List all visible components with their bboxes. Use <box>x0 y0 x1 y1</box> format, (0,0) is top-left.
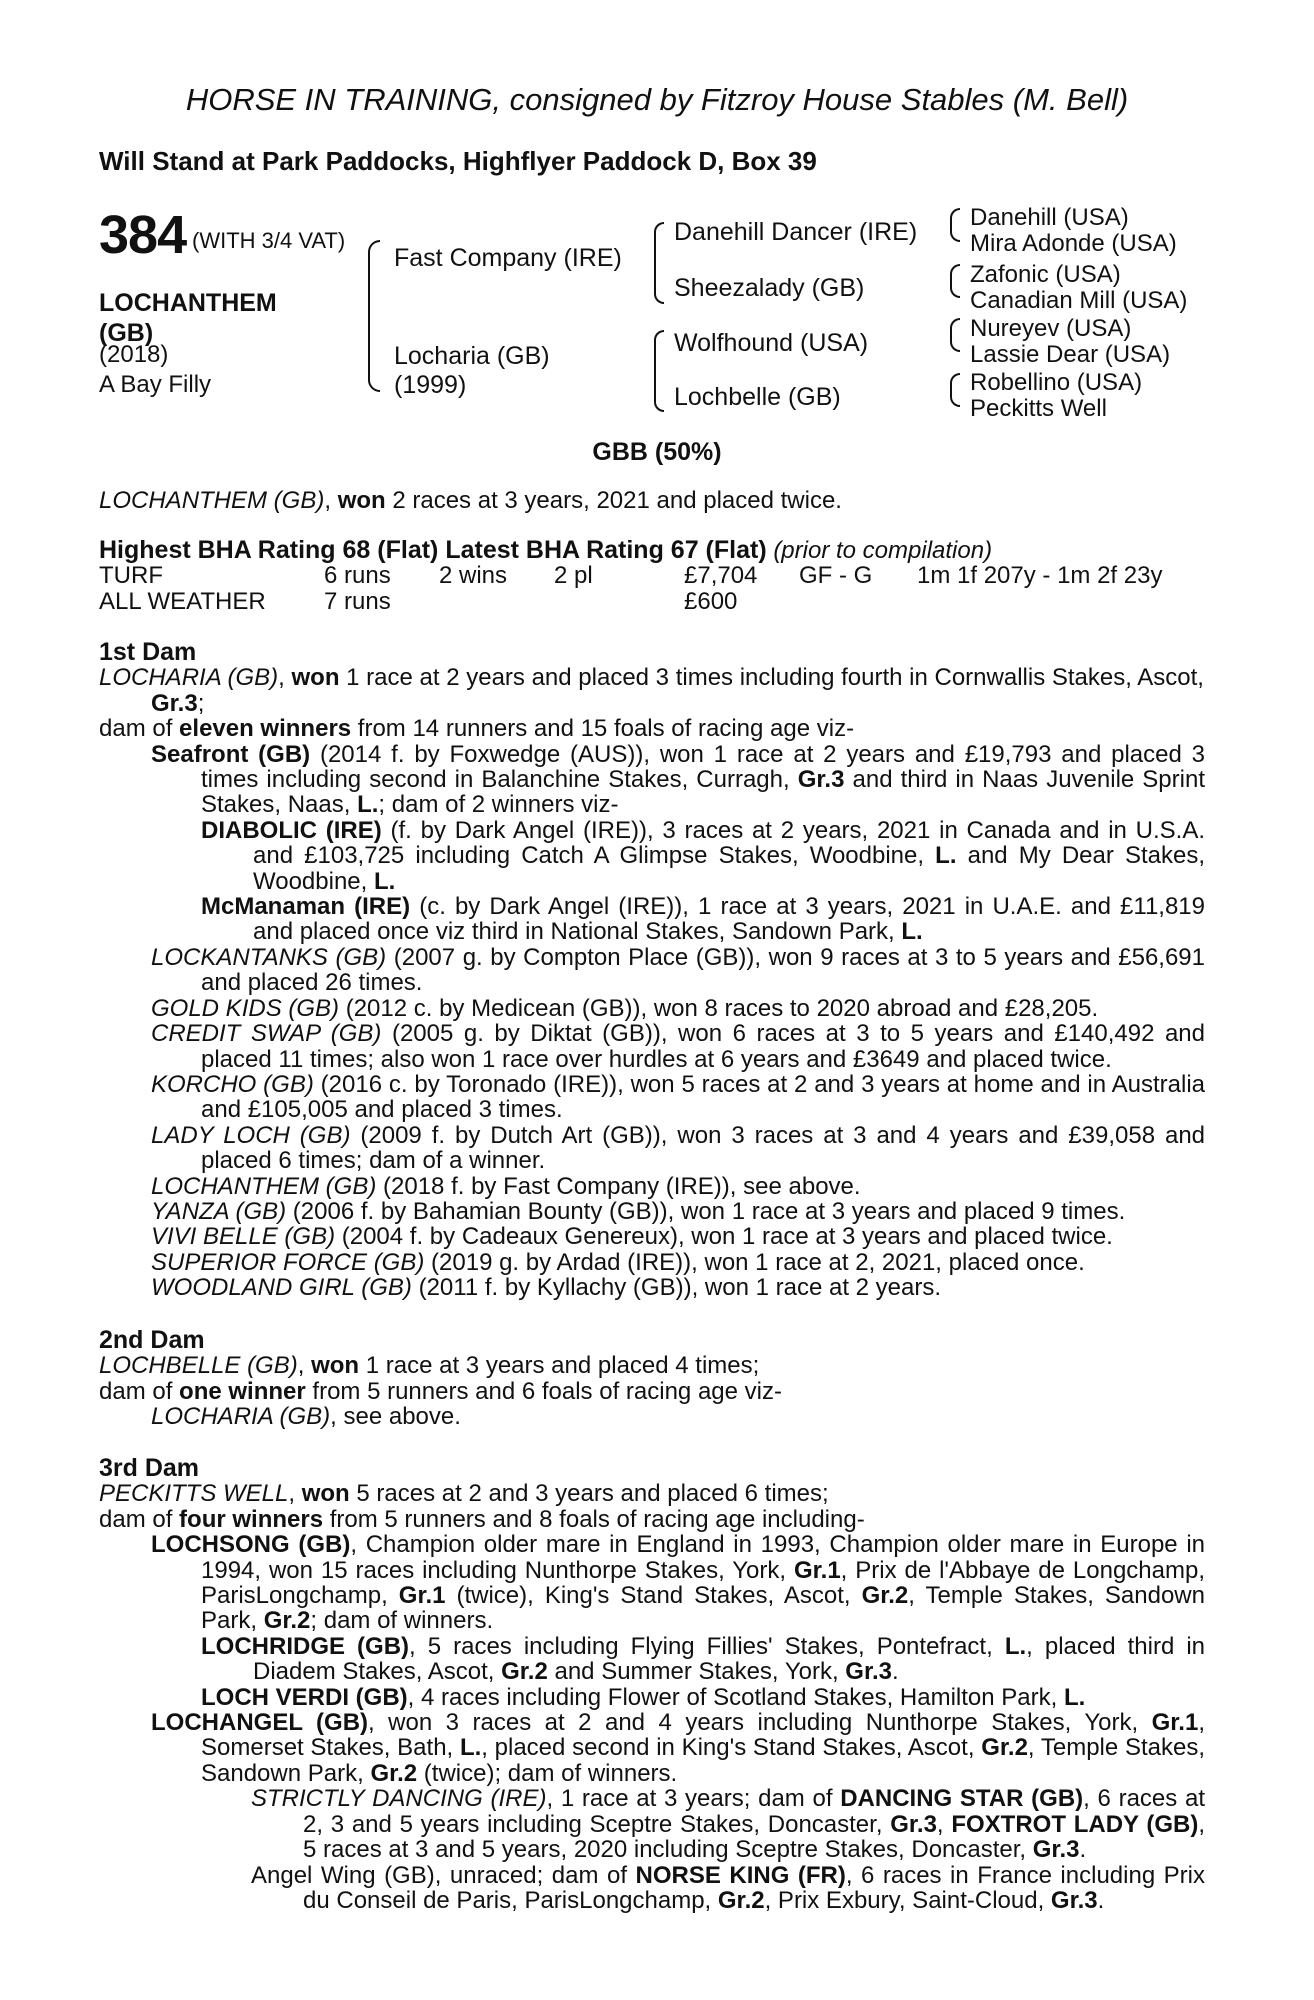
pedigree-dam: Locharia (GB) <box>394 342 550 370</box>
grade: Gr.3 <box>797 766 845 794</box>
text: (2004 f. by Cadeaux Genereux), won 1 race at 3 years and placed twice. <box>335 1223 1113 1251</box>
grade: Gr.2 <box>370 1759 418 1787</box>
produce-entry <box>99 1710 1205 1786</box>
text: Angel Wing (GB), unraced; dam of <box>251 1861 636 1889</box>
text: . <box>892 1658 899 1686</box>
pedigree-sire: Fast Company (IRE) <box>394 244 622 272</box>
text: , 5 races including Flying Fillies' Stakes, Pontefract, <box>409 1632 1005 1660</box>
grade: Gr.2 <box>861 1582 909 1610</box>
grade: L. <box>935 842 957 870</box>
text: ; dam of 2 winners viz- <box>378 791 619 819</box>
produce-entry <box>99 996 1205 1021</box>
pedigree-ss-dam: Mira Adonde (USA) <box>970 230 1177 257</box>
third-dam-line: PECKITTS WELL, won 5 races at 2 and 3 years and placed 6 times; <box>99 1480 829 1508</box>
ratings-heading: Highest BHA Rating 68 (Flat) Latest BHA Rating 67 (Flat) <box>99 536 767 564</box>
produce-entry <box>99 1786 1205 1862</box>
pedigree-brace-3b <box>950 264 960 298</box>
text: (2018 f. by Fast Company (IRE)), see above. <box>376 1172 861 1200</box>
horse-name: DANCING STAR (GB) <box>840 1785 1084 1813</box>
horse-name: DIABOLIC (IRE) <box>201 816 382 844</box>
won-label: won <box>291 664 340 692</box>
horse-info <box>99 340 211 400</box>
ratings-cell: TURF <box>99 562 163 590</box>
grade: Gr.1 <box>1151 1709 1199 1737</box>
text: , see above. <box>330 1403 461 1431</box>
grade: Gr.1 <box>398 1582 446 1610</box>
grade: Gr.1 <box>793 1556 841 1584</box>
second-dam-section <box>99 1328 1205 1430</box>
ratings-aw-row <box>99 589 1205 614</box>
ratings-cell: 2 wins <box>439 562 508 590</box>
ratings-cell: £600 <box>684 587 738 615</box>
text: dam of <box>99 1377 180 1405</box>
grade: L. <box>901 918 923 946</box>
produce-entry <box>99 1174 1205 1199</box>
grade: Gr.2 <box>501 1658 548 1686</box>
text: (2009 f. by Dutch Art (GB)), won 3 races at 3 and 4 years and £39,058 and placed 6 times; dam of a winner. <box>201 1121 1206 1175</box>
lot-number: 384 <box>99 205 187 265</box>
pedigree-sire-dam: Sheezalady (GB) <box>674 274 865 302</box>
dam-name: LOCHARIA (GB) <box>99 664 279 692</box>
grade: Gr.3 <box>151 689 198 717</box>
horse-name: LOCHSONG (GB) <box>151 1531 351 1559</box>
text: ; dam of winners. <box>310 1607 494 1635</box>
produce-entry <box>99 1123 1205 1174</box>
text: (2006 f. by Bahamian Bounty (GB)), won 1 race at 3 years and placed 9 times. <box>286 1197 1126 1225</box>
ratings-cell: 6 runs <box>324 562 391 590</box>
text: , won 3 races at 2 and 4 years including Nunthorpe Stakes, York, <box>368 1709 1152 1737</box>
grade: Gr.2 <box>263 1607 311 1635</box>
grade: L. <box>459 1734 482 1762</box>
text: (2019 g. by Ardad (IRE)), won 1 race at 2, 2021, placed once. <box>424 1248 1085 1276</box>
pedigree-dam-dam: Lochbelle (GB) <box>674 383 841 411</box>
third-dam-section <box>99 1456 1205 1913</box>
produce-entry <box>99 945 1205 996</box>
ratings-cell: 1m 1f 207y - 1m 2f 23y <box>917 562 1163 590</box>
horse-name-line2: (GB) <box>99 319 154 347</box>
produce-entry <box>99 818 1205 894</box>
produce-entry <box>99 742 1205 818</box>
text: 1 race at 3 years and placed 4 times; <box>359 1352 760 1380</box>
ratings-note: (prior to compilation) <box>773 537 993 564</box>
text: from 5 runners and 6 foals of racing age viz- <box>305 1377 782 1405</box>
pedigree-brace-sire <box>654 222 664 304</box>
first-dam-produce-line <box>99 716 1205 741</box>
grade: L. <box>373 867 396 895</box>
text: and Summer Stakes, York, <box>547 1658 846 1686</box>
text: , 1 race at 3 years; dam of <box>546 1785 841 1813</box>
horse-year: (2018) <box>99 341 169 368</box>
text: (twice), King's Stand Stakes, Ascot, <box>445 1582 862 1610</box>
produce-entry <box>99 1199 1205 1224</box>
pedigree-brace-gen1 <box>368 240 380 392</box>
grade: Gr.3 <box>845 1658 892 1686</box>
text: (f. by Dark Angel (IRE)), 3 races at 2 years, 2021 in Canada and in U.S.A. and £103,725 including Catch A Glimpse Stakes, Woodbine, <box>253 816 1205 870</box>
horse-name: LOCHRIDGE (GB) <box>201 1632 410 1660</box>
text: , 4 races including Flower of Scotland Stakes, Hamilton Park, <box>407 1683 1064 1711</box>
horse-name: WOODLAND GIRL (GB) <box>151 1274 412 1302</box>
text: , Temple Stakes, Sandown Park, <box>201 1582 1205 1635</box>
grade: Gr.2 <box>717 1886 765 1914</box>
summary-won: won <box>337 487 386 514</box>
ratings-turf-row <box>99 563 1205 588</box>
text: (2016 c. by Toronado (IRE)), won 5 races at 2 and 3 years at home and in Australia and £105,005 and placed 3 times. <box>201 1070 1205 1124</box>
ratings-cell: £7,704 <box>684 562 758 590</box>
produce-entry <box>99 1021 1205 1072</box>
text: , Prix Exbury, Saint-Cloud, <box>764 1886 1051 1914</box>
horse-name: VIVI BELLE (GB) <box>151 1223 336 1251</box>
text: (2007 g. by Compton Place (GB)), won 9 races at 3 to 5 years and £56,691 and placed 26 times. <box>201 943 1205 997</box>
text: . <box>1097 1886 1105 1914</box>
ratings-block <box>99 538 1205 614</box>
text: , placed second in King's Stand Stakes, Ascot, <box>481 1734 982 1762</box>
grade: L. <box>357 791 379 819</box>
text: , 5 races at 3 and 5 years, 2020 including Sceptre Stakes, Doncaster, <box>303 1810 1205 1864</box>
text: dam of <box>99 1505 180 1533</box>
text: , 6 races at 2, 3 and 5 years including Sceptre Stakes, Doncaster, <box>303 1785 1206 1838</box>
produce-entry <box>99 1863 1205 1914</box>
page-title: HORSE IN TRAINING, consigned by Fitzroy House Stables (M. Bell) <box>185 82 1129 117</box>
winner-count: four winners <box>179 1505 324 1533</box>
horse-name: YANZA (GB) <box>151 1197 287 1225</box>
third-dam-produce-line <box>99 1507 1205 1532</box>
text: (2012 c. by Medicean (GB)), won 8 races to 2020 abroad and £28,205. <box>339 994 1099 1022</box>
third-dam-heading: 3rd Dam <box>99 1454 200 1482</box>
pedigree-ss-sire: Danehill (USA) <box>970 204 1129 231</box>
pedigree-dam-year: (1999) <box>394 371 467 399</box>
text: , placed third in Diadem Stakes, Ascot, <box>253 1632 1206 1686</box>
second-dam-line: LOCHBELLE (GB), won 1 race at 3 years and placed 4 times; <box>99 1352 760 1380</box>
text: and third in Naas Juvenile Sprint Stakes, Naas, <box>201 766 1205 819</box>
dam-name: PECKITTS WELL <box>99 1480 289 1508</box>
text: dam of <box>99 715 180 743</box>
ratings-cell: GF - G <box>799 562 873 590</box>
horse-name: LOCH VERDI (GB) <box>201 1683 408 1711</box>
produce-entry <box>99 1634 1205 1685</box>
text: , 6 races in France including Prix du Conseil de Paris, ParisLongchamp, <box>303 1861 1205 1914</box>
ratings-cell: 2 pl <box>554 562 593 590</box>
horse-name: Seafront (GB) <box>151 740 311 768</box>
produce-entry <box>99 1250 1205 1275</box>
pedigree-ds-dam: Lassie Dear (USA) <box>970 341 1171 368</box>
first-dam-section <box>99 640 1205 1301</box>
pedigree-brace-dam <box>654 330 664 412</box>
horse-name: LOCHARIA (GB) <box>151 1403 331 1431</box>
horse-name: FOXTROT LADY (GB) <box>951 1810 1199 1838</box>
text: 1 race at 2 years and placed 3 times including fourth in Cornwallis Stakes, Ascot, <box>339 664 1204 692</box>
first-dam-heading: 1st Dam <box>99 638 197 666</box>
grade: Gr.3 <box>1032 1836 1080 1864</box>
grade: Gr.2 <box>981 1734 1028 1762</box>
grade: Gr.3 <box>1050 1886 1098 1914</box>
produce-entry <box>99 894 1205 945</box>
horse-name: LOCKANTANKS (GB) <box>151 943 387 971</box>
stand-location: Will Stand at Park Paddocks, Highflyer Paddock D, Box 39 <box>99 146 817 176</box>
gbb-note: GBB (50%) <box>592 438 722 466</box>
text: (twice); dam of winners. <box>417 1759 678 1787</box>
text: (2005 g. by Diktat (GB)), won 6 races at 3 to 5 years and £140,492 and placed 11 times; also won 1 race over hurdles at 6 years and £3649 and placed twice. <box>201 1020 1206 1073</box>
pedigree-brace-3a <box>950 208 960 242</box>
summary-text: 2 races at 3 years, 2021 and placed twice. <box>385 487 842 514</box>
text: , Temple Stakes, Sandown Park, <box>201 1734 1205 1787</box>
horse-name: LADY LOCH (GB) <box>151 1121 351 1149</box>
pedigree-brace-3c <box>950 318 960 352</box>
pedigree-dd-sire: Robellino (USA) <box>970 369 1143 396</box>
grade: L. <box>1063 1683 1086 1711</box>
horse-name: CREDIT SWAP (GB) <box>151 1020 382 1048</box>
horse-name: LOCHANGEL (GB) <box>151 1709 369 1737</box>
horse-name: SUPERIOR FORCE (GB) <box>151 1248 425 1276</box>
pedigree-brace-3d <box>950 373 960 407</box>
horse-description: A Bay Filly <box>99 371 212 398</box>
pedigree-ds-sire: Nureyev (USA) <box>970 315 1132 342</box>
horse-name-line1: LOCHANTHEM <box>99 289 277 317</box>
text: and My Dear Stakes, Woodbine, <box>253 842 1206 895</box>
text: from 5 runners and 8 foals of racing age including- <box>323 1505 865 1533</box>
horse-name: STRICTLY DANCING (IRE) <box>251 1785 547 1813</box>
summary-horse: LOCHANTHEM (GB) <box>99 487 325 514</box>
pedigree-sd-sire: Zafonic (USA) <box>970 261 1121 288</box>
ratings-cell: 7 runs <box>324 587 391 615</box>
horse-name: McManaman (IRE) <box>201 893 411 921</box>
horse-name <box>99 288 277 348</box>
vat-note: (WITH 3/4 VAT) <box>192 228 346 253</box>
text: . <box>1079 1836 1087 1864</box>
grade: Gr.3 <box>890 1810 937 1838</box>
produce-entry <box>99 1072 1205 1123</box>
second-dam-produce-line <box>99 1379 1205 1404</box>
text: from 14 runners and 15 foals of racing age viz- <box>351 715 855 743</box>
summary-line: LOCHANTHEM (GB), won 2 races at 3 years, 2021 and placed twice. <box>99 487 842 514</box>
text: , <box>936 1810 952 1838</box>
pedigree-sd-dam: Canadian Mill (USA) <box>970 287 1188 314</box>
text: , Champion older mare in England in 1993, Champion older mare in Europe in 1994, won 15 races including Nunthorpe Stakes, York, <box>201 1531 1205 1584</box>
horse-name: NORSE KING (FR) <box>635 1861 846 1889</box>
pedigree-dam-sire: Wolfhound (USA) <box>674 329 869 357</box>
horse-name: KORCHO (GB) <box>151 1070 314 1098</box>
won-label: won <box>311 1352 360 1380</box>
pedigree-dd-dam: Peckitts Well <box>970 395 1107 422</box>
horse-name: LOCHANTHEM (GB) <box>151 1172 377 1200</box>
second-dam-heading: 2nd Dam <box>99 1326 205 1354</box>
text: , Prix de l'Abbaye de Longchamp, ParisLongchamp, <box>201 1556 1206 1610</box>
first-dam-line: LOCHARIA (GB), won 1 race at 2 years and placed 3 times including fourth in Cornwallis Stakes, Ascot, Gr.3; <box>99 664 1204 717</box>
winner-count: eleven winners <box>179 715 352 743</box>
text: , Somerset Stakes, Bath, <box>201 1709 1205 1762</box>
produce-entry <box>99 1532 1205 1634</box>
won-label: won <box>301 1480 350 1508</box>
grade: L. <box>1004 1632 1027 1660</box>
produce-entry <box>99 1224 1205 1249</box>
ratings-cell: ALL WEATHER <box>99 587 266 615</box>
produce-entry <box>99 1685 1205 1710</box>
produce-entry <box>99 1275 1205 1300</box>
text: 5 races at 2 and 3 years and placed 6 times; <box>349 1480 829 1508</box>
text: (c. by Dark Angel (IRE)), 1 race at 3 years, 2021 in U.A.E. and £11,819 and placed once viz third in National Stakes, Sandown Park, <box>253 893 1205 946</box>
pedigree-sire-sire: Danehill Dancer (IRE) <box>674 218 918 246</box>
text: (2011 f. by Kyllachy (GB)), won 1 race at 2 years. <box>411 1274 942 1302</box>
horse-name: GOLD KIDS (GB) <box>151 994 340 1022</box>
produce-entry <box>99 1404 1205 1429</box>
winner-count: one winner <box>179 1377 306 1405</box>
text: (2014 f. by Foxwedge (AUS)), won 1 race at 2 years and £19,793 and placed 3 times including second in Balanchine Stakes, Curragh, <box>201 740 1206 794</box>
dam-name: LOCHBELLE (GB) <box>99 1352 298 1380</box>
